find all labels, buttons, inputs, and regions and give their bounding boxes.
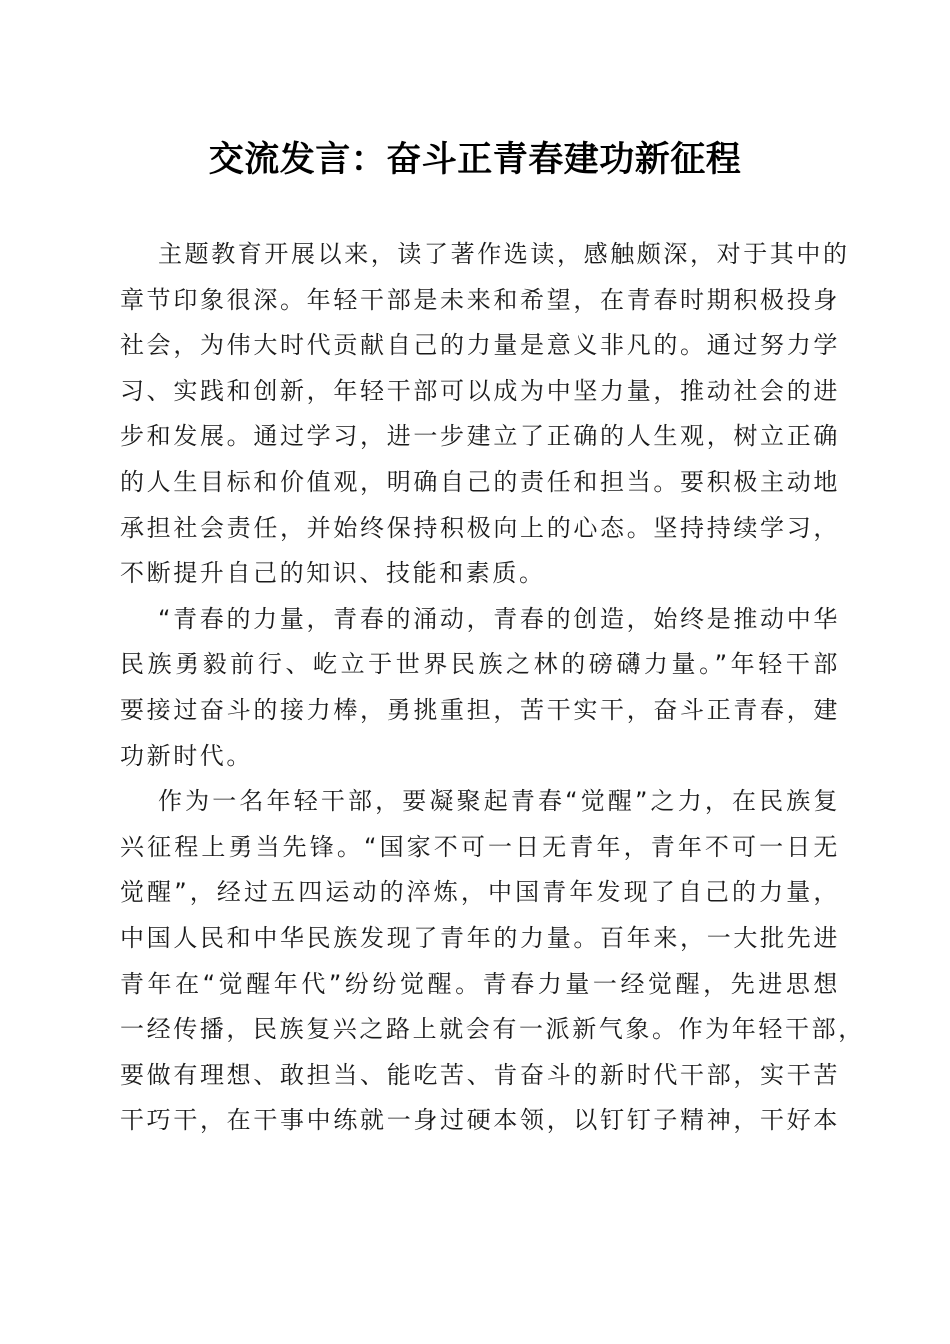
paragraph-line: 的人生目标和价值观，明确自己的责任和担当。要积极主动地 [120,467,840,496]
paragraph-line: 觉醒”，经过五四运动的淬炼，中国青年发现了自己的力量， [120,878,840,907]
paragraph-line: 作为一名年轻干部，要凝聚起青春“觉醒”之力，在民族复 [158,787,840,816]
paragraph-line: 干巧干，在干事中练就一身过硬本领，以钉钉子精神，干好本 [120,1106,840,1135]
paragraph-line: 章节印象很深。年轻干部是未来和希望，在青春时期积极投身 [120,285,840,314]
paragraph-line: 功新时代。 [120,741,253,770]
paragraph-line: 兴征程上勇当先锋。“国家不可一日无青年，青年不可一日无 [120,832,840,861]
paragraph-line: 中国人民和中华民族发现了青年的力量。百年来，一大批先进 [120,923,840,952]
paragraph-line: 主题教育开展以来，读了著作选读，感触颇深，对于其中的 [158,240,850,268]
paragraph-line: 要做有理想、敢担当、能吃苦、肯奋斗的新时代干部，实干苦 [120,1060,840,1089]
paragraph-line: 不断提升自己的知识、技能和素质。 [120,559,546,588]
paragraph-line: 社会，为伟大时代贡献自己的力量是意义非凡的。通过努力学 [120,331,840,360]
document-title: 交流发言：奋斗正青春建功新征程 [208,139,742,180]
paragraph-line: 民族勇毅前行、屹立于世界民族之林的磅礴力量。”年轻干部 [120,650,840,679]
paragraph-line: 步和发展。通过学习，进一步建立了正确的人生观，树立正确 [120,422,840,451]
paragraph-3 [120,779,865,1144]
document-body [120,232,865,1144]
paragraph-line: 一经传播，民族复兴之路上就会有一派新气象。作为年轻干部， [120,1015,865,1044]
paragraph-line: 要接过奋斗的接力棒，勇挑重担，苦干实干，奋斗正青春，建 [120,695,840,724]
paragraph-2 [120,597,840,779]
paragraph-line: 青年在“觉醒年代”纷纷觉醒。青春力量一经觉醒，先进思想 [120,969,840,998]
paragraph-line: 习、实践和创新，年轻干部可以成为中坚力量，推动社会的进 [120,376,840,405]
paragraph-1 [120,232,850,597]
paragraph-line: “青春的力量，青春的涌动，青春的创造，始终是推动中华 [158,604,840,633]
paragraph-line: 承担社会责任，并始终保持积极向上的心态。坚持持续学习， [120,513,840,542]
